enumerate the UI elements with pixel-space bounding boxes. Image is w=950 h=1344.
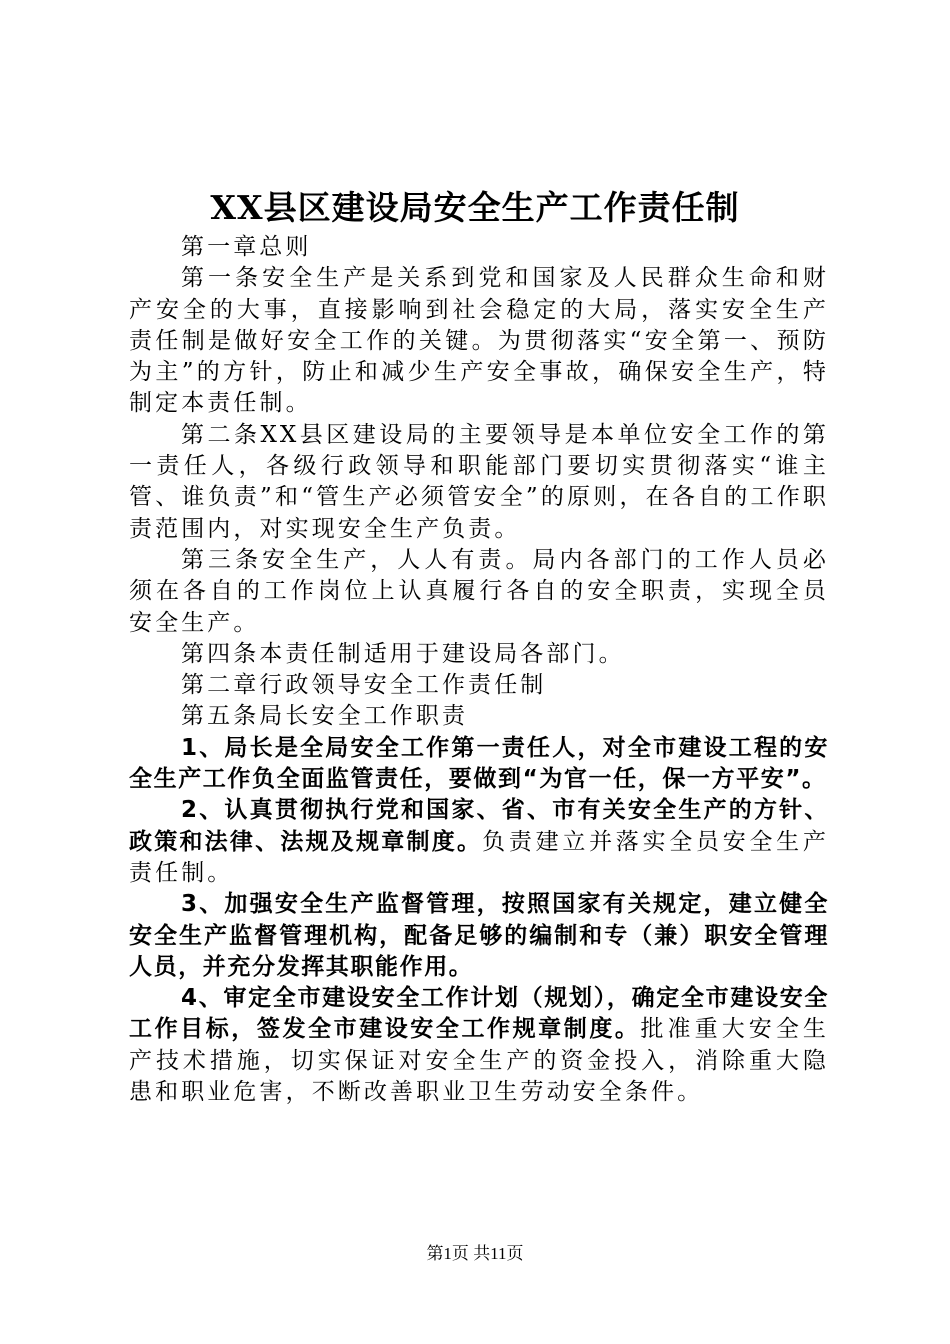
paragraph-text: 第二章行政领导安全工作责任制 (181, 672, 547, 699)
article-paragraph (129, 263, 829, 419)
duty-item (129, 733, 829, 796)
document-title: XX县区建设局安全生产工作责任制 (210, 188, 740, 227)
duty-item-bold-text: 3、加强安全生产监督管理，按照国家有关规定，建立健全安全生产监督管理机构，配备足够的编制和专（兼）职安全管理人员，并充分发挥其职能作用。 (129, 891, 829, 980)
page-footer (0, 1242, 950, 1266)
paragraph-text: 第一章总则 (181, 234, 312, 260)
chapter-heading (129, 232, 829, 263)
paragraph-text: 第四条本责任制适用于建设局各部门。 (181, 640, 625, 667)
page-total: 共11页 (473, 1244, 524, 1263)
article-paragraph (129, 701, 829, 732)
paragraph-text: 第三条安全生产，人人有责。局内各部门的工作人员必须在各自的工作岗位上认真履行各自的安全职责，实现全员安全生产。 (129, 546, 829, 636)
article-paragraph (129, 545, 829, 639)
duty-item-text: 负责建立并落实全员安全生产责任制。 (129, 828, 829, 886)
duty-item-bold-text: 2、认真贯彻执行党和国家、省、市有关安全生产的方针、政策和法律、法规及规章制度。 (129, 797, 829, 855)
duty-item (129, 889, 829, 983)
paragraph-text: 第一条安全生产是关系到党和国家及人民群众生命和财产安全的大事，直接影响到社会稳定的大局，落实安全生产责任制是做好安全工作的关键。为贯彻落实“安全第一、预防为主”的方针，防止和减少生产安全事故，确保安全生产，特制定本责任制。 (129, 265, 829, 417)
duty-item (129, 795, 829, 889)
duty-item-bold-text: 1、局长是全局安全工作第一责任人，对全市建设工程的安全生产工作负全面监管责任，要做到“为官一任，保一方平安”。 (129, 734, 829, 793)
paragraph-text: 第二条XX县区建设局的主要领导是本单位安全工作的第一责任人，各级行政领导和职能部门要切实贯彻落实“谁主管、谁负责”和“管生产必须管安全”的原则，在各自的工作职责范围内，对实现安全生产负责。 (129, 421, 829, 542)
chapter-heading (129, 670, 829, 701)
article-paragraph (129, 420, 829, 545)
paragraph-text: 第五条局长安全工作职责 (181, 703, 469, 730)
document-body (129, 232, 829, 1108)
duty-item (129, 983, 829, 1108)
page-number: 第1页 (426, 1244, 469, 1263)
duty-item-text: 批准重大安全生产技术措施，切实保证对安全生产的资金投入，消除重大隐患和职业危害，不断改善职业卫生劳动安全条件。 (129, 1016, 830, 1106)
duty-item-bold-text: 4、审定全市建设安全工作计划（规划），确定全市建设安全工作目标，签发全市建设安全工作规章制度。 (129, 985, 829, 1043)
article-paragraph (129, 639, 829, 670)
